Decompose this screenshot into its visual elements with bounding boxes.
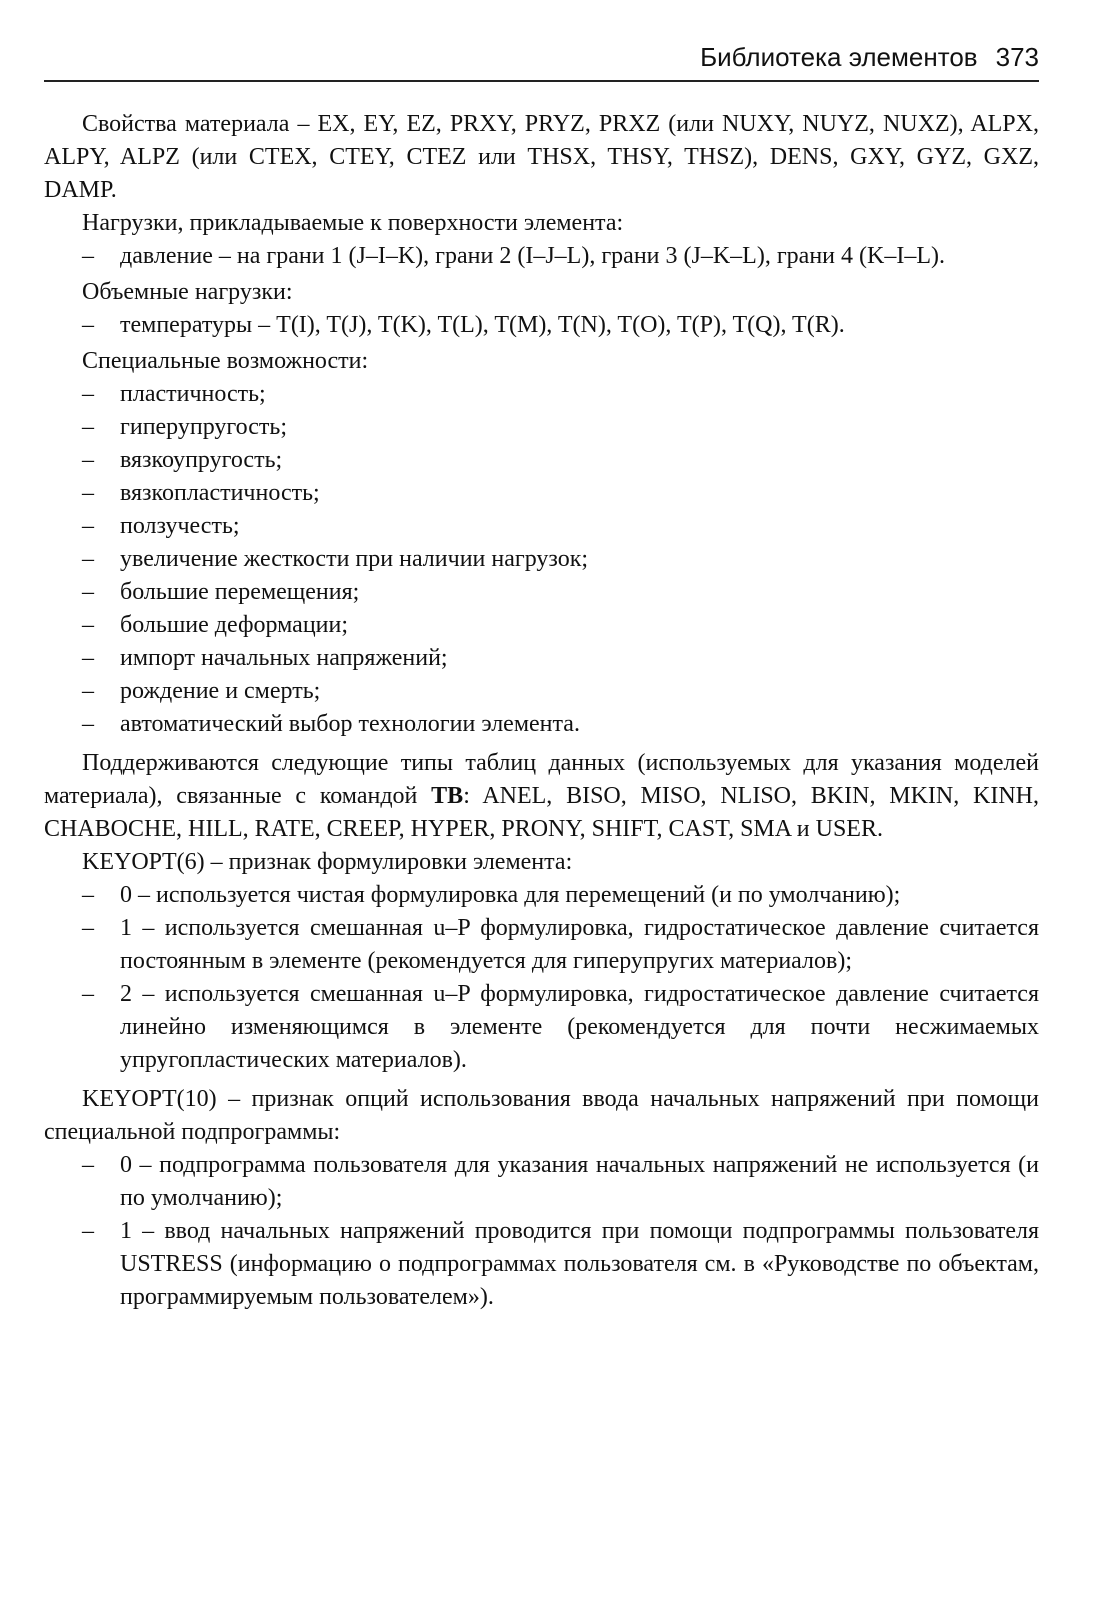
list-item: – гиперупругость; xyxy=(44,411,1039,444)
data-tables-text: Поддерживаются следующие типы таблиц данных (используемых для указания моделей материала), связанные с командой xyxy=(44,750,1039,809)
list-item: – 2 – используется смешанная u–P формулировка, гидростатическое давление считается линейно изменяющимся в элементе (рекомендуется для почти несжимаемых упругопластических материалов). xyxy=(44,978,1039,1077)
list-item: – пластичность; xyxy=(44,378,1039,411)
page-body xyxy=(44,108,1039,1314)
page-header xyxy=(44,36,1039,82)
body-loads-heading: Объемные нагрузки: xyxy=(82,279,293,305)
material-properties-paragraph: Свойства материала – EX, EY, EZ, PRXY, PRYZ, PRXZ (или NUXY, NUYZ, NUXZ), ALPX, ALPY, ALPZ (или CTEX, CTEY, CTEZ или THSX, THSY, THSZ), DENS, GXY, GYZ, GXZ, DAMP. xyxy=(44,111,1039,203)
data-tables-paragraph xyxy=(44,747,1039,846)
list-item: – 0 – подпрограмма пользователя для указания начальных напряжений не используется (и по умолчанию); xyxy=(44,1149,1039,1215)
keyopt6-heading: KEYOPT(6) – признак формулировки элемента: xyxy=(82,849,573,875)
list-item: – 0 – используется чистая формулировка для перемещений (и по умолчанию); xyxy=(44,879,1039,912)
list-item: – увеличение жесткости при наличии нагрузок; xyxy=(44,543,1039,576)
data-tables-list-text: : ANEL, BISO, MISO, NLISO, BKIN, MKIN, KINH, CHABOCHE, HILL, RATE, CREEP, HYPER, PRONY, SHIFT, CAST, SMA и USER. xyxy=(44,783,1039,842)
page-number: 373 xyxy=(995,42,1039,72)
special-features-heading: Специальные возможности: xyxy=(82,348,369,374)
keyopt10-list xyxy=(44,1149,1039,1314)
list-item: – температуры – T(I), T(J), T(K), T(L), T(M), T(N), T(O), T(P), T(Q), T(R). xyxy=(44,309,1039,342)
list-item: – импорт начальных напряжений; xyxy=(44,642,1039,675)
keyopt10-paragraph: KEYOPT(10) – признак опций использования ввода начальных напряжений при помощи специальной подпрограммы: xyxy=(44,1086,1039,1145)
list-item: – большие перемещения; xyxy=(44,576,1039,609)
keyopt6-list xyxy=(44,879,1039,1077)
running-title: Библиотека элементов xyxy=(700,42,978,72)
list-item: – автоматический выбор технологии элемента. xyxy=(44,708,1039,741)
list-item: – давление – на грани 1 (J–I–K), грани 2 (I–J–L), грани 3 (J–K–L), грани 4 (K–I–L). xyxy=(44,240,1039,273)
list-item: – ползучесть; xyxy=(44,510,1039,543)
surface-loads-heading: Нагрузки, прикладываемые к поверхности элемента: xyxy=(82,210,624,236)
tb-command: TB xyxy=(431,783,464,809)
surface-loads-list xyxy=(44,240,1039,273)
list-item: – большие деформации; xyxy=(44,609,1039,642)
list-item: – вязкоупругость; xyxy=(44,444,1039,477)
list-item: – 1 – используется смешанная u–P формулировка, гидростатическое давление считается постоянным в элементе (рекомендуется для гиперупругих материалов); xyxy=(44,912,1039,978)
list-item: – рождение и смерть; xyxy=(44,675,1039,708)
list-item: – 1 – ввод начальных напряжений проводится при помощи подпрограммы пользователя USTRESS (информацию о подпрограммах пользователя см. в «Руководстве по объектам, программируемым пользователем»). xyxy=(44,1215,1039,1314)
body-loads-list xyxy=(44,309,1039,342)
special-features-list xyxy=(44,378,1039,741)
list-item: – вязкопластичность; xyxy=(44,477,1039,510)
